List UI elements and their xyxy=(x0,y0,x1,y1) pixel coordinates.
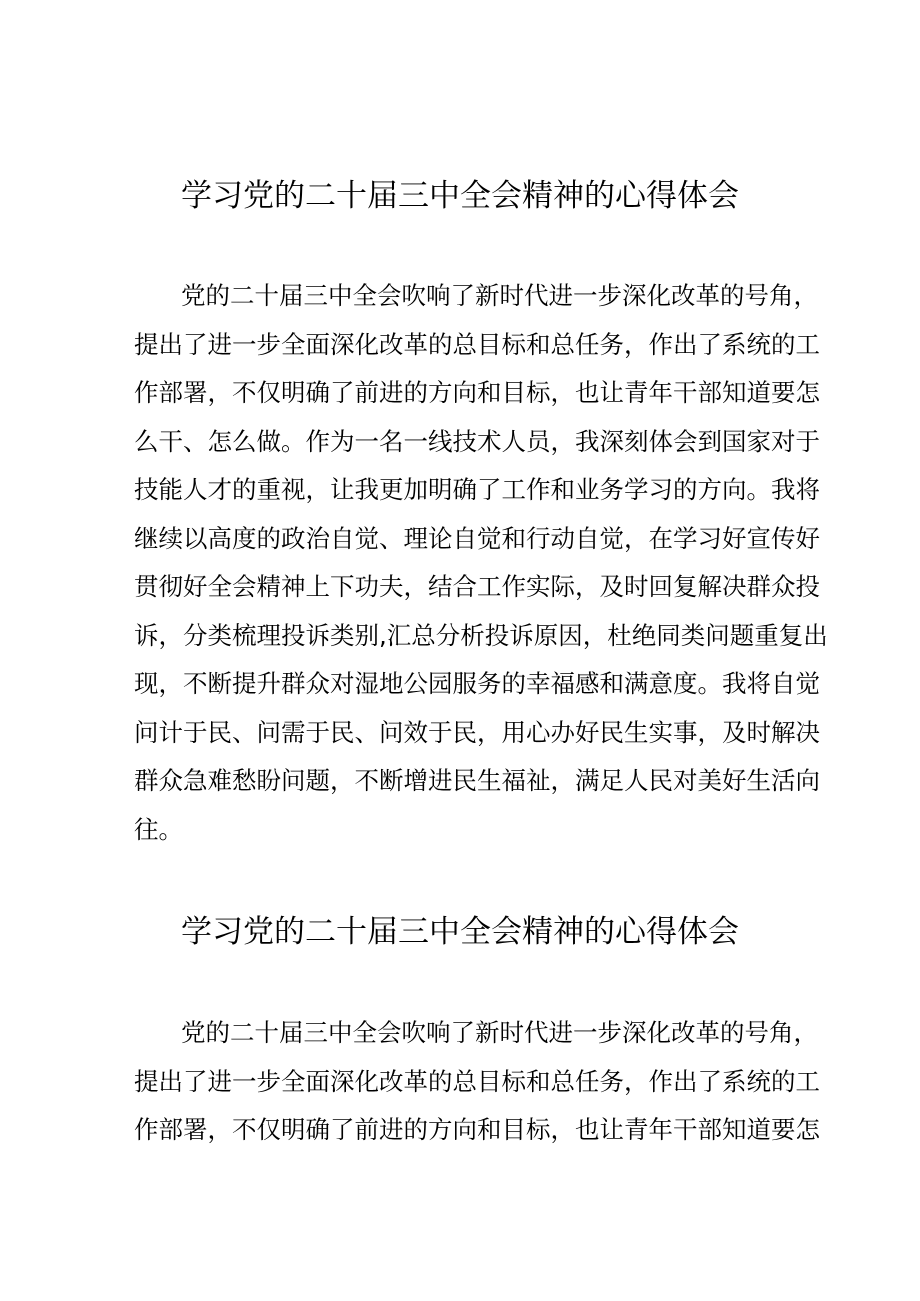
body-line: 诉，分类梳理投诉类别,汇总分析投诉原因，杜绝同类问题重复出 xyxy=(134,620,828,650)
body-line: 现，不断提升群众对湿地公园服务的幸福感和满意度。我将自觉 xyxy=(134,669,820,698)
section-2-body xyxy=(134,1009,820,1155)
body-line: 么干、怎么做。作为一名一线技术人员，我深刻体会到国家对于 xyxy=(134,426,820,456)
body-line: 作部署，不仅明确了前进的方向和目标，也让青年干部知道要怎 xyxy=(134,378,820,407)
section-1-body xyxy=(134,272,828,854)
body-line: 作部署，不仅明确了前进的方向和目标，也让青年干部知道要怎 xyxy=(134,1115,820,1144)
body-line: 提出了进一步全面深化改革的总目标和总任务，作出了系统的工 xyxy=(134,329,820,359)
body-line: 党的二十届三中全会吹响了新时代进一步深化改革的号角， xyxy=(181,1018,818,1047)
body-line: 问计于民、问需于民、问效于民，用心办好民生实事，及时解决 xyxy=(134,717,820,747)
section-1-title: 学习党的二十届三中全会精神的心得体会 xyxy=(181,178,739,214)
section-2-title: 学习党的二十届三中全会精神的心得体会 xyxy=(181,914,739,950)
body-line: 群众急难愁盼问题，不断增进民生福祉，满足人民对美好生活向 xyxy=(134,766,820,795)
body-line: 党的二十届三中全会吹响了新时代进一步深化改革的号角， xyxy=(181,281,818,310)
body-line: 提出了进一步全面深化改革的总目标和总任务，作出了系统的工 xyxy=(134,1066,820,1096)
body-line: 继续以高度的政治自觉、理论自觉和行动自觉，在学习好宣传好 xyxy=(134,523,820,553)
body-line: 贯彻好全会精神上下功夫，结合工作实际，及时回复解决群众投 xyxy=(134,572,820,601)
body-line: 往。 xyxy=(134,814,183,844)
body-line: 技能人才的重视，让我更加明确了工作和业务学习的方向。我将 xyxy=(134,475,820,504)
